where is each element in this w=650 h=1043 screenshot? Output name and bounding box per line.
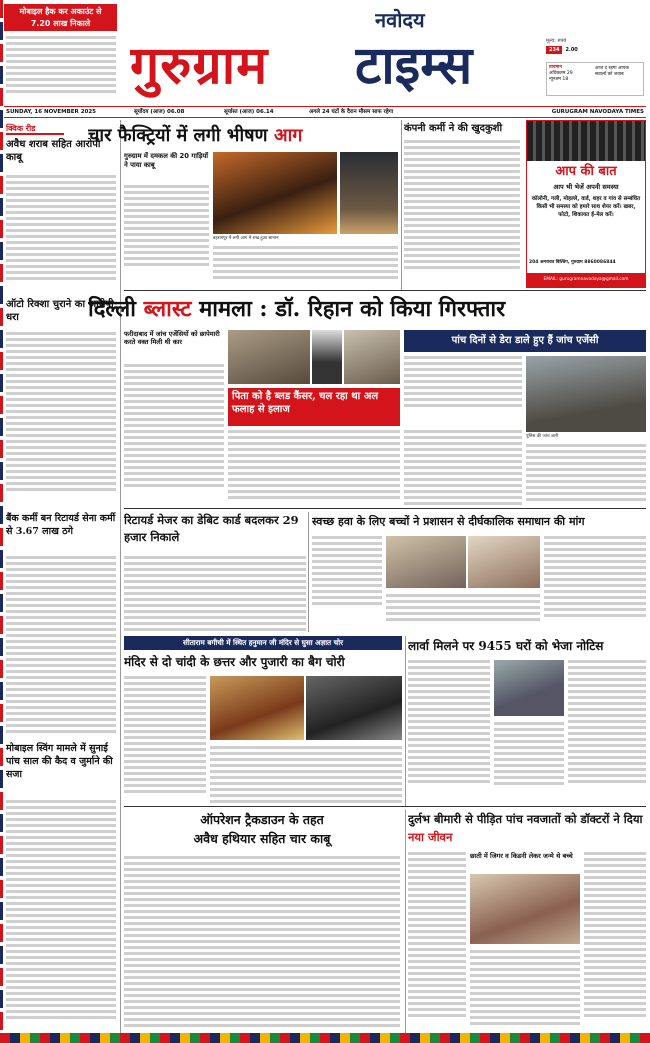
top-headline-line1: मोबाइल हैक कर अकाउंट से bbox=[19, 7, 102, 16]
lead-photo-2 bbox=[312, 330, 342, 384]
top-headline-line2: 7.20 लाख निकाले bbox=[30, 19, 91, 28]
price-label: मूल्य: रुपये bbox=[546, 38, 567, 44]
story5-text-1 bbox=[124, 676, 206, 796]
story5-text-2 bbox=[210, 746, 402, 806]
sunrise: सूर्योदय (आज) 06.08 bbox=[134, 109, 185, 115]
lead-headline-b: ब्लास्ट bbox=[143, 296, 192, 322]
lead-text-4 bbox=[404, 430, 522, 508]
temple-banner: सीताराम बगीची में स्थित हनुमान जी मंदिर से घुसा अज्ञात चोर bbox=[124, 636, 402, 650]
lead-text-2 bbox=[404, 356, 522, 410]
lead-kicker: फरीदाबाद में जांच एजेंसियों को छापेमारी करते वक्त मिली थी कार bbox=[124, 330, 220, 346]
story8-text-2 bbox=[470, 950, 580, 1028]
weather-max: अधिकतम 29 bbox=[549, 71, 573, 76]
story2-headline: कंपनी कर्मी ने की खुदकुशी bbox=[404, 123, 503, 134]
side-promo: आज दे रहेगी आपके सवालों को जवाब bbox=[595, 66, 629, 77]
lead-photo-caption: पुलिस की जांच जारी bbox=[526, 434, 646, 440]
story1-kicker: गुरुग्राम में दमकल की 20 गाड़ियों ने पाया काबू bbox=[124, 152, 209, 169]
story7-text bbox=[124, 856, 400, 1030]
sunset: सूर्यास्त (आज) 06.14 bbox=[224, 109, 274, 115]
story7-headline bbox=[124, 810, 400, 850]
story5-headline: मंदिर से दो चांदी के छत्तर और पुजारी का बैग चोरी bbox=[124, 655, 345, 669]
promo-box bbox=[526, 120, 646, 288]
story3-headline: रिटायर्ड मेजर का डेबिट कार्ड बदलकर 29 हजार निकाले bbox=[124, 513, 299, 544]
story1-text-2 bbox=[213, 246, 398, 282]
left-headline-4: मोबाइल स्विंग मामले में सुनाई पांच साल की कैद व जुर्माने की सजा bbox=[6, 743, 113, 780]
fire-photo-1 bbox=[213, 152, 337, 234]
left-text-4 bbox=[6, 800, 116, 1022]
left-headline-1: अवैध शराब सहित आरोपी काबू bbox=[6, 139, 101, 163]
story6-text-2 bbox=[494, 722, 564, 788]
masthead bbox=[120, 6, 530, 106]
left-headline-2: ऑटो रिक्शा चुराने का आरोपी धरा bbox=[6, 299, 114, 323]
story8-text-3 bbox=[584, 852, 646, 1020]
dateline-bar bbox=[4, 106, 646, 118]
date: SUNDAY, 16 NOVEMBER 2025 bbox=[6, 109, 96, 115]
weather-min: न्यूनतम 18 bbox=[549, 77, 569, 82]
left-headline-3: बैंक कर्मी बन रिटायर्ड सेना कर्मी से 3.67 लाख ठगे bbox=[6, 513, 116, 537]
story8-headline-b: नया जीवन bbox=[408, 830, 453, 844]
temple-photo-2 bbox=[306, 676, 402, 740]
story4-headline: स्वच्छ हवा के लिए बच्चों ने प्रशासन से दीर्घकालिक समाधान की मांग bbox=[312, 515, 585, 528]
story8-text-1 bbox=[408, 852, 466, 1020]
story6-headline: लार्वा मिलने पर 9455 घरों को भेजा नोटिस bbox=[408, 639, 604, 653]
story4-text-1 bbox=[312, 536, 382, 608]
brand: GURUGRAM NAVODAYA TIMES bbox=[551, 109, 644, 115]
promo-illustration bbox=[527, 121, 645, 161]
story1-text bbox=[124, 185, 209, 269]
lead-headline-c: मामला : डॉ. रिहान को किया गिरफ्तार bbox=[191, 296, 506, 322]
price-value: 2.00 bbox=[565, 47, 578, 53]
promo-subtitle: आप भी भेजें अपनी समस्या bbox=[553, 183, 619, 191]
lead-photo-1 bbox=[228, 330, 310, 384]
promo-phone: 204 अमरावत बिल्डिंग, गुरुग्राम 8860086844 bbox=[529, 260, 616, 265]
lead-text-5 bbox=[526, 444, 646, 504]
weather-box bbox=[546, 62, 644, 96]
temple-photo-1 bbox=[210, 676, 304, 740]
left-text-1 bbox=[6, 175, 116, 283]
lead-text-3 bbox=[228, 430, 400, 502]
promo-title: आप की बात bbox=[555, 164, 617, 179]
tagline: अगले 24 घंटों के दैरान मौसम साफ रहेगा bbox=[309, 109, 394, 115]
story4-photo-1 bbox=[386, 536, 466, 588]
lead-photo-3 bbox=[344, 330, 400, 384]
left-text-3 bbox=[6, 556, 116, 736]
story8-photo bbox=[470, 874, 580, 944]
story8-headline bbox=[408, 810, 646, 850]
left-text-2 bbox=[6, 332, 116, 494]
story8-bullet: छाती में जिगर व किडनी लेकर जन्मे थे बच्चे bbox=[470, 852, 573, 860]
story1-caption: बहरामपुर में लगी आग में राख हुआ सामान bbox=[213, 236, 398, 242]
story4-text-2 bbox=[544, 536, 646, 620]
price-box bbox=[546, 38, 644, 60]
top-headline-box bbox=[4, 4, 117, 31]
left-column-lead-text bbox=[6, 34, 116, 104]
masthead-title-2: टाइम्स bbox=[355, 35, 473, 96]
story7-headline-line2: अवैध हथियार सहित चार काबू bbox=[193, 831, 331, 846]
story3-text bbox=[124, 556, 306, 634]
bottom-strip bbox=[0, 1033, 650, 1043]
lead-subhead: पांच दिनों से डेरा डाले हुए हैं जांच एजेंसी bbox=[404, 330, 646, 352]
edge-stripe bbox=[0, 0, 3, 1043]
lead-photo-4 bbox=[526, 356, 646, 432]
story2-text bbox=[404, 140, 520, 272]
lead-headline-a: दिल्ली bbox=[88, 296, 144, 322]
story1-headline-a: चार फैक्ट्रियों में लगी भीषण bbox=[88, 125, 274, 146]
story6-text-3 bbox=[568, 660, 646, 786]
weather-label: तापमान bbox=[549, 65, 562, 70]
page-badge: 234 bbox=[546, 46, 562, 54]
story6-photo bbox=[494, 660, 564, 716]
lead-text-1 bbox=[124, 364, 224, 490]
story8-headline-a: दुर्लभ बीमारी से पीड़ित पांच नवजातों को डॉक्टरों ने दिया bbox=[408, 812, 643, 826]
story4-text-3 bbox=[386, 594, 540, 624]
story1-headline-b: आग bbox=[273, 125, 303, 146]
masthead-title-1: गुरुग्राम bbox=[130, 35, 269, 96]
quick-read-label: क्विक रीड bbox=[6, 122, 64, 135]
fire-photo-2 bbox=[340, 152, 398, 234]
promo-email: EMAIL: gurugramnavodaya@gmail.com bbox=[527, 273, 645, 287]
story7-headline-line1: ऑपरेशन ट्रैकडाउन के तहत bbox=[200, 812, 324, 827]
promo-body: कॉलोनी, गली, मोहल्ले, वार्ड, शहर व गांव से सम्बंधित किसी भी समस्या को हमारे साथ शेयर करें। खबर, फोटो, शिकायत ई-मेल करें। bbox=[531, 196, 641, 218]
story1-headline bbox=[88, 122, 398, 150]
masthead-logo-word: नवोदय bbox=[375, 8, 425, 32]
story6-text-1 bbox=[408, 660, 490, 786]
lead-headline bbox=[88, 292, 646, 326]
story4-photo-2 bbox=[468, 536, 540, 588]
lead-inset: पिता को है ब्लड कैंसर, चल रहा था अल फलाह से इलाज bbox=[228, 388, 400, 426]
